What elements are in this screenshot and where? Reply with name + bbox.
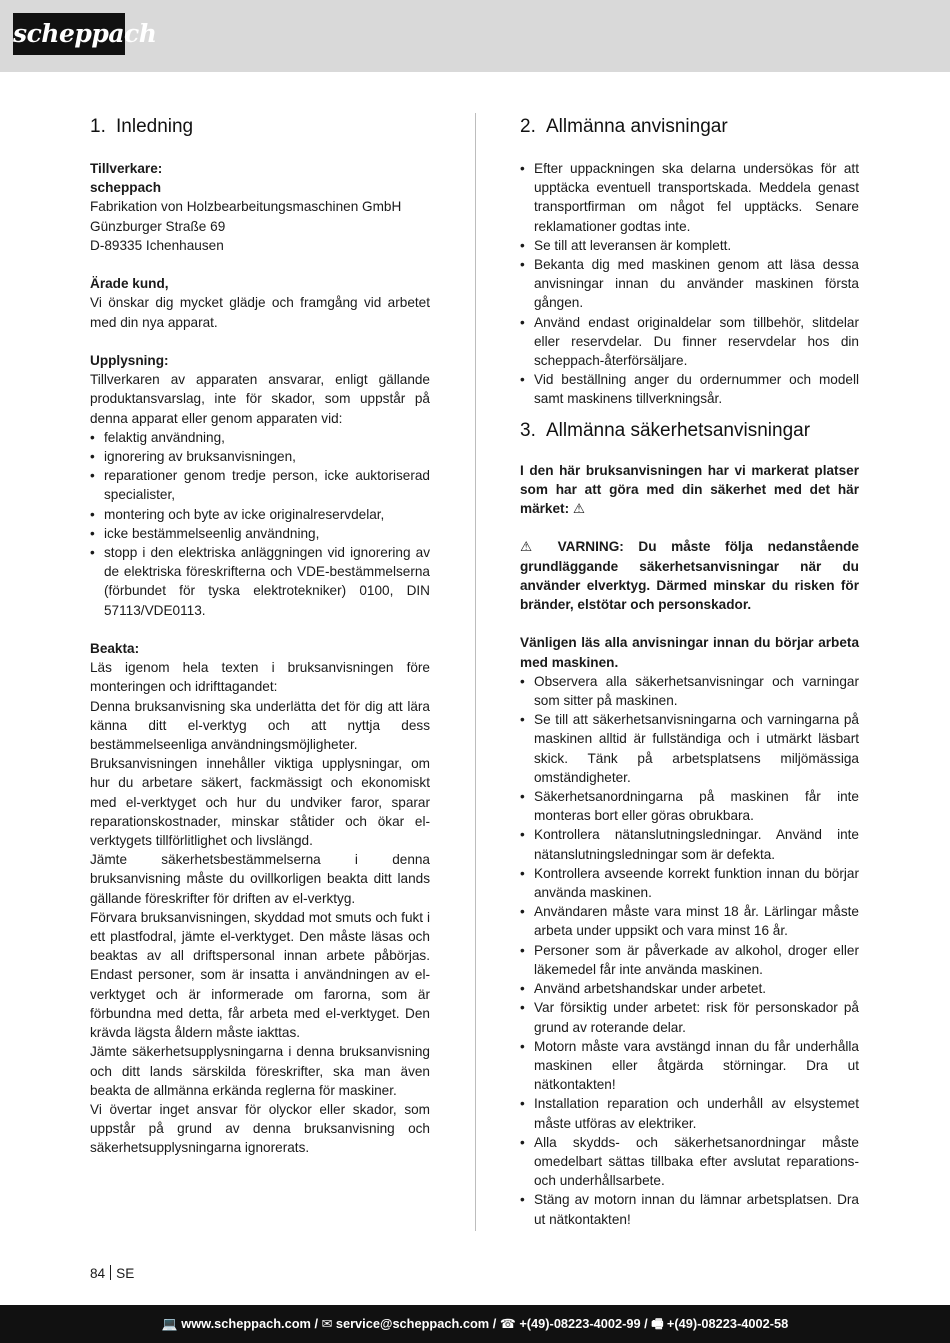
- safety-intro: I den här bruksanvisningen har vi markerat platser som har att göra med din säkerhet med det här märket: ⚠: [520, 462, 859, 517]
- right-column: [520, 115, 859, 1229]
- contact-footer-band: [0, 1305, 950, 1343]
- section-1-number: 1.: [90, 116, 106, 137]
- list-item: • Säkerhetsanordningarna på maskinen får inte monteras bort eller göras obrukbara.: [520, 789, 859, 824]
- greeting-label: Ärade kund,: [90, 276, 169, 292]
- address-line: Günzburger Straße 69: [90, 218, 226, 234]
- section-2-heading: [520, 115, 859, 139]
- general-instructions-list: [520, 159, 859, 409]
- list-item: • Användaren måste vara minst 18 år. Lärlingar måste arbeta under uppsikt och vara minst 16 år.: [520, 904, 859, 939]
- section-1-heading: [90, 115, 430, 139]
- address-line: D-89335 Ichenhausen: [90, 237, 224, 253]
- observe-paragraph: Förvara bruksanvisningen, skyddad mot smuts och fukt i ett plastfodral, jämte el-verktyget. Den måste läsas och beaktas av all driftspersonal innan arbete påbörjas. Endast personer, som är insatta i användningen av el-verktyget och är informerade om farorna, som är förbundna med detta, får arbeta med el-verktyget. Den krävda lägsta åldern måste iakttas.: [90, 909, 430, 1041]
- list-item: • Stäng av motorn innan du lämnar arbetsplatsen. Dra ut nätkontakten!: [520, 1192, 859, 1227]
- observe-paragraph: Läs igenom hela texten i bruksanvisningen före monteringen och idrifttagandet:: [90, 660, 430, 695]
- greeting-text: Vi önskar dig mycket glädje och framgång vid arbetet med din nya apparat.: [90, 295, 430, 330]
- list-item: • stopp i den elektriska anläggningen vid ignorering av de elektriska föreskrifterna och VDE-bestämmelserna (förbundet för tyska elektrotekniker) 0100, DIN 57113/VDE0113.: [90, 545, 430, 618]
- header-band: [0, 0, 950, 72]
- column-divider: [475, 113, 476, 1231]
- observe-label: Beakta:: [90, 641, 140, 657]
- page-number: 84: [90, 1266, 106, 1281]
- list-item: • felaktig användning,: [90, 429, 225, 445]
- observe-paragraph: Jämte säkerhetsbestämmelserna i denna bruksanvisning måste du ovillkorligen beakta ditt lands gällande föreskrifter för driften av el-verktyg.: [90, 852, 430, 906]
- list-item: • Observera alla säkerhetsanvisningar och varningar som sitter på maskinen.: [520, 673, 859, 709]
- observe-paragraph: Jämte säkerhetsupplysningarna i denna bruksanvisning och ditt lands särskilda föreskrifter, ska man även beakta de allmänna erkända reglerna för maskiner.: [90, 1044, 430, 1098]
- section-2-title: Allmänna anvisningar: [546, 116, 728, 137]
- list-item: • Använd arbetshandskar under arbetet.: [520, 981, 767, 997]
- section-1-title: Inledning: [116, 116, 194, 137]
- address-line: Fabrikation von Holzbearbeitungsmaschinen GmbH: [90, 199, 402, 215]
- safety-read-notice: Vänligen läs alla anvisningar innan du börjar arbeta med maskinen.: [520, 635, 859, 670]
- list-item: • reparationer genom tredje person, icke auktoriserad specialister,: [90, 468, 430, 503]
- section-3-title: Allmänna säkerhetsanvisningar: [546, 419, 811, 441]
- list-item: • icke bestämmelseenlig användning,: [90, 525, 320, 541]
- notice-label: Upplysning:: [90, 353, 169, 368]
- list-item: • Vid beställning anger du ordernummer och modell samt maskinens tillverkningsår.: [520, 372, 859, 407]
- observe-paragraph: Denna bruksanvisning ska underlätta det för dig att lära känna ditt el-verktyg och att nyttja dess bestämmelseenliga användningsmöjligheter.: [90, 698, 430, 753]
- list-item: • Alla skydds- och säkerhetsanordningar måste omedelbart sättas tillbaka efter avslutat reparations- och underhållsarbete.: [520, 1134, 859, 1189]
- contact-info: 💻 www.scheppach.com / ✉ service@scheppach.com / ☎ +(49)-08223-4002-99 / 🖷 +(49)-08223-4002-58: [161, 1316, 789, 1331]
- manufacturer-name: scheppach: [90, 180, 162, 196]
- notice-list: [90, 428, 430, 620]
- list-item: • Använd endast originaldelar som tillbehör, slitdelar eller reservdelar. Du finner reservdelar hos din scheppach-återförsäljare.: [520, 314, 859, 369]
- observe-paragraph: Vi övertar inget ansvar för olyckor eller skador, som uppstår på grund av denna bruksanvisning och säkerhetsupplysningarna ignorerats.: [90, 1101, 430, 1156]
- list-item: • ignorering av bruksanvisningen,: [90, 449, 296, 465]
- list-item: • Var försiktig under arbetet: risk för personskador på grund av roterande delar.: [520, 1000, 859, 1035]
- list-item: • montering och byte av icke originalreservdelar,: [90, 506, 385, 522]
- list-item: • Personer som är påverkade av alkohol, droger eller läkemedel får inte använda maskinen.: [520, 942, 859, 977]
- page-footer-number: [90, 1264, 134, 1284]
- page-separator: [110, 1265, 111, 1280]
- notice-text: Tillverkaren av apparaten ansvarar, enligt gällande produktansvarslag, inte för skador, som uppstår på denna apparat eller genom apparaten vid:: [90, 372, 430, 426]
- section-3-number: 3.: [520, 419, 536, 441]
- list-item: • Se till att leveransen är komplett.: [520, 237, 732, 253]
- section-2-number: 2.: [520, 116, 536, 137]
- safety-warning: ⚠ VARNING: Du måste följa nedanstående grundläggande säkerhetsanvisningar när du använder elverktyg. Därmed minskar du risken för bränder, elstötar och personskador.: [520, 539, 859, 613]
- list-item: • Kontrollera nätanslutningsledningar. Använd inte nätanslutningsledningar som är defekta.: [520, 827, 859, 862]
- list-item: • Installation reparation och underhåll av elsystemet måste utföras av elektriker.: [520, 1096, 859, 1131]
- section-3-heading: [520, 419, 859, 443]
- list-item: • Bekanta dig med maskinen genom att läsa dessa anvisningar innan du använder maskinen första gången.: [520, 257, 859, 311]
- manufacturer-label: Tillverkare:: [90, 161, 163, 176]
- observe-paragraph: Bruksanvisningen innehåller viktiga upplysningar, om hur du arbetare säkert, fackmässigt och ekonomiskt med el-verktyget och hur du undviker faror, sparar reparationskostnader, minskar ståtider och ökar el-verktygets tillförlitlighet och livslängd.: [90, 756, 430, 849]
- list-item: • Efter uppackningen ska delarna undersökas för att upptäcka eventuell transportskada. Meddela genast transportfirman om något fel upptäcks. Senare reklamationer godtas inte.: [520, 161, 859, 234]
- list-item: • Kontrollera avseende korrekt funktion innan du börjar använda maskinen.: [520, 865, 859, 901]
- safety-instructions-list: [520, 672, 859, 1229]
- scheppach-logo: scheppach: [13, 13, 125, 55]
- left-column: [90, 115, 430, 1158]
- list-item: • Motorn måste vara avstängd innan du får underhålla maskinen eller åtgärda störningar. Dra ut nätkontakten!: [520, 1038, 859, 1093]
- list-item: • Se till att säkerhetsanvisningarna och varningarna på maskinen alltid är fullständiga och i utmärkt läsbart skick. Tänk på arbetsplatsens miljömässiga omständigheter.: [520, 712, 859, 785]
- language-code: SE: [116, 1266, 135, 1281]
